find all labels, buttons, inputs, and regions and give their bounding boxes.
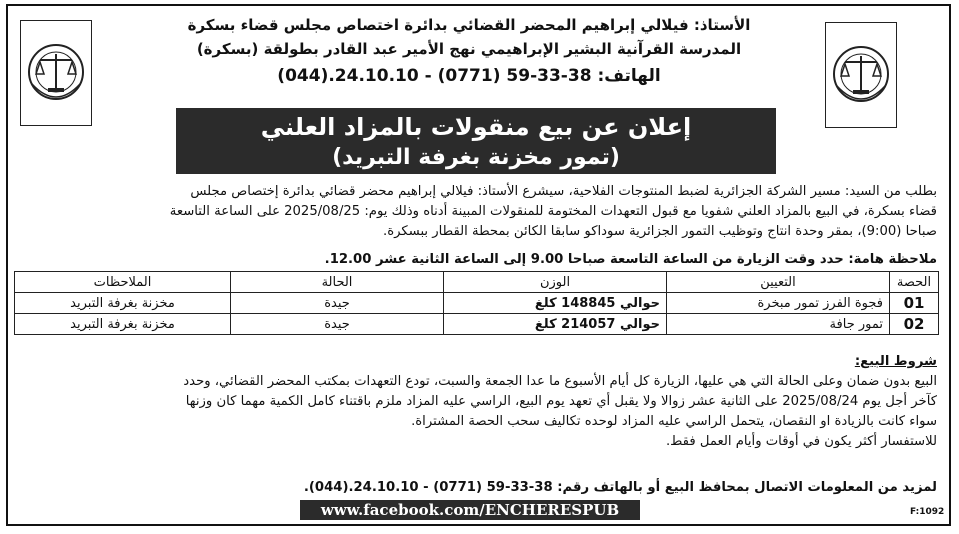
- emblem-right: [825, 22, 897, 128]
- condition-line: للاستفسار أكثر يكون في أوقات وأيام العمل فقط.: [665, 434, 937, 449]
- lot-weight: حوالي 214057 كلغ: [444, 314, 667, 335]
- announcement-subtitle: (تمور مخزنة بغرفة التبريد): [332, 145, 620, 170]
- sale-conditions: [18, 352, 937, 452]
- lots-table: [14, 271, 939, 335]
- condition-line: سواء كانت بالزيادة او النقصان، يتحمل الراسي عليه المزاد لوحده تكاليف سحب الحصة المشتراة.: [411, 414, 937, 429]
- lot-number: 02: [890, 314, 939, 335]
- intro-line: بطلب من السيد: مسير الشركة الجزائرية لضبط المنتوجات الفلاحية، سيشرع الأستاذ: فيلالي إبراهيم محضر قضائي بدائرة إختصاص مجلس: [190, 184, 937, 199]
- conditions-title: شروط البيع:: [854, 354, 937, 369]
- col-weight: الوزن: [444, 272, 667, 293]
- col-notes: الملاحظات: [15, 272, 231, 293]
- announcement-title: إعلان عن بيع منقولات بالمزاد العلني: [260, 113, 692, 141]
- emblem-left: [20, 20, 92, 126]
- lot-state: جيدة: [231, 293, 444, 314]
- scales-of-justice-icon: [24, 24, 88, 122]
- lot-notes: مخزنة بغرفة التبريد: [15, 293, 231, 314]
- lot-weight: حوالي 148845 كلغ: [444, 293, 667, 314]
- lot-number: 01: [890, 293, 939, 314]
- lot-notes: مخزنة بغرفة التبريد: [15, 314, 231, 335]
- header-bailiff-name: الأستاذ: فيلالي إبراهيم المحضر القضائي بدائرة اختصاص مجلس قضاء بسكرة: [187, 16, 751, 34]
- col-state: الحالة: [231, 272, 444, 293]
- lot-item: تمور جافة: [667, 314, 890, 335]
- title-banner: [176, 108, 776, 174]
- intro-line: قضاء بسكرة، في البيع بالمزاد العلني شفويا مع قبول التعهدات المختومة للمنقولات المبينة أدناه وذلك يوم: 2025/08/25 على الساعة التاسعة: [169, 204, 937, 219]
- contact-info: لمزيد من المعلومات الاتصال بمحافظ البيع أو بالهاتف رقم: 38-33-59 (0771) - 24.10.10.(044).: [303, 480, 937, 495]
- table-row: [15, 293, 939, 314]
- condition-line: كآخر أجل يوم 2025/08/24 على الثانية عشر زوالا ولا يقبل أي تعهد يوم البيع، الراسي عليه المزاد ملزم باقتناء كامل الكمية مهما كان وزنها: [185, 394, 937, 409]
- table-header-row: [15, 272, 939, 293]
- important-note: ملاحظة هامة: حدد وقت الزيارة من الساعة التاسعة صباحا 9.00 إلى الساعة الثانية عشر 12.00.: [324, 252, 937, 267]
- facebook-link[interactable]: www.facebook.com/ENCHERESPUB: [300, 500, 640, 520]
- col-lot: الحصة: [890, 272, 939, 293]
- intro-line: صباحا (9:00)، بمقر وحدة انتاج وتوظيب التمور الجزائرية سوداكو سابقا الكائن بمحطة القطار ببسكرة.: [383, 224, 937, 239]
- header-phone: الهاتف: 38-33-59 (0771) - 24.10.10.(044): [277, 66, 661, 86]
- table-row: [15, 314, 939, 335]
- col-item: التعيين: [667, 272, 890, 293]
- condition-line: البيع بدون ضمان وعلى الحالة التي هي عليها، الزيارة كل أيام الأسبوع ما عدا الجمعة والسبت، تودع التعهدات بمكتب المحضر القضائي، وحدد: [183, 374, 937, 389]
- lot-state: جيدة: [231, 314, 444, 335]
- intro-paragraph: [18, 182, 937, 242]
- scales-of-justice-icon: [829, 26, 893, 124]
- lot-item: فجوة الفرز تمور مبخرة: [667, 293, 890, 314]
- reference-code: F:1092: [910, 507, 945, 517]
- header-address: المدرسة القرآنية البشير الإبراهيمي نهج الأمير عبد القادر بطولقة (بسكرة): [196, 40, 742, 58]
